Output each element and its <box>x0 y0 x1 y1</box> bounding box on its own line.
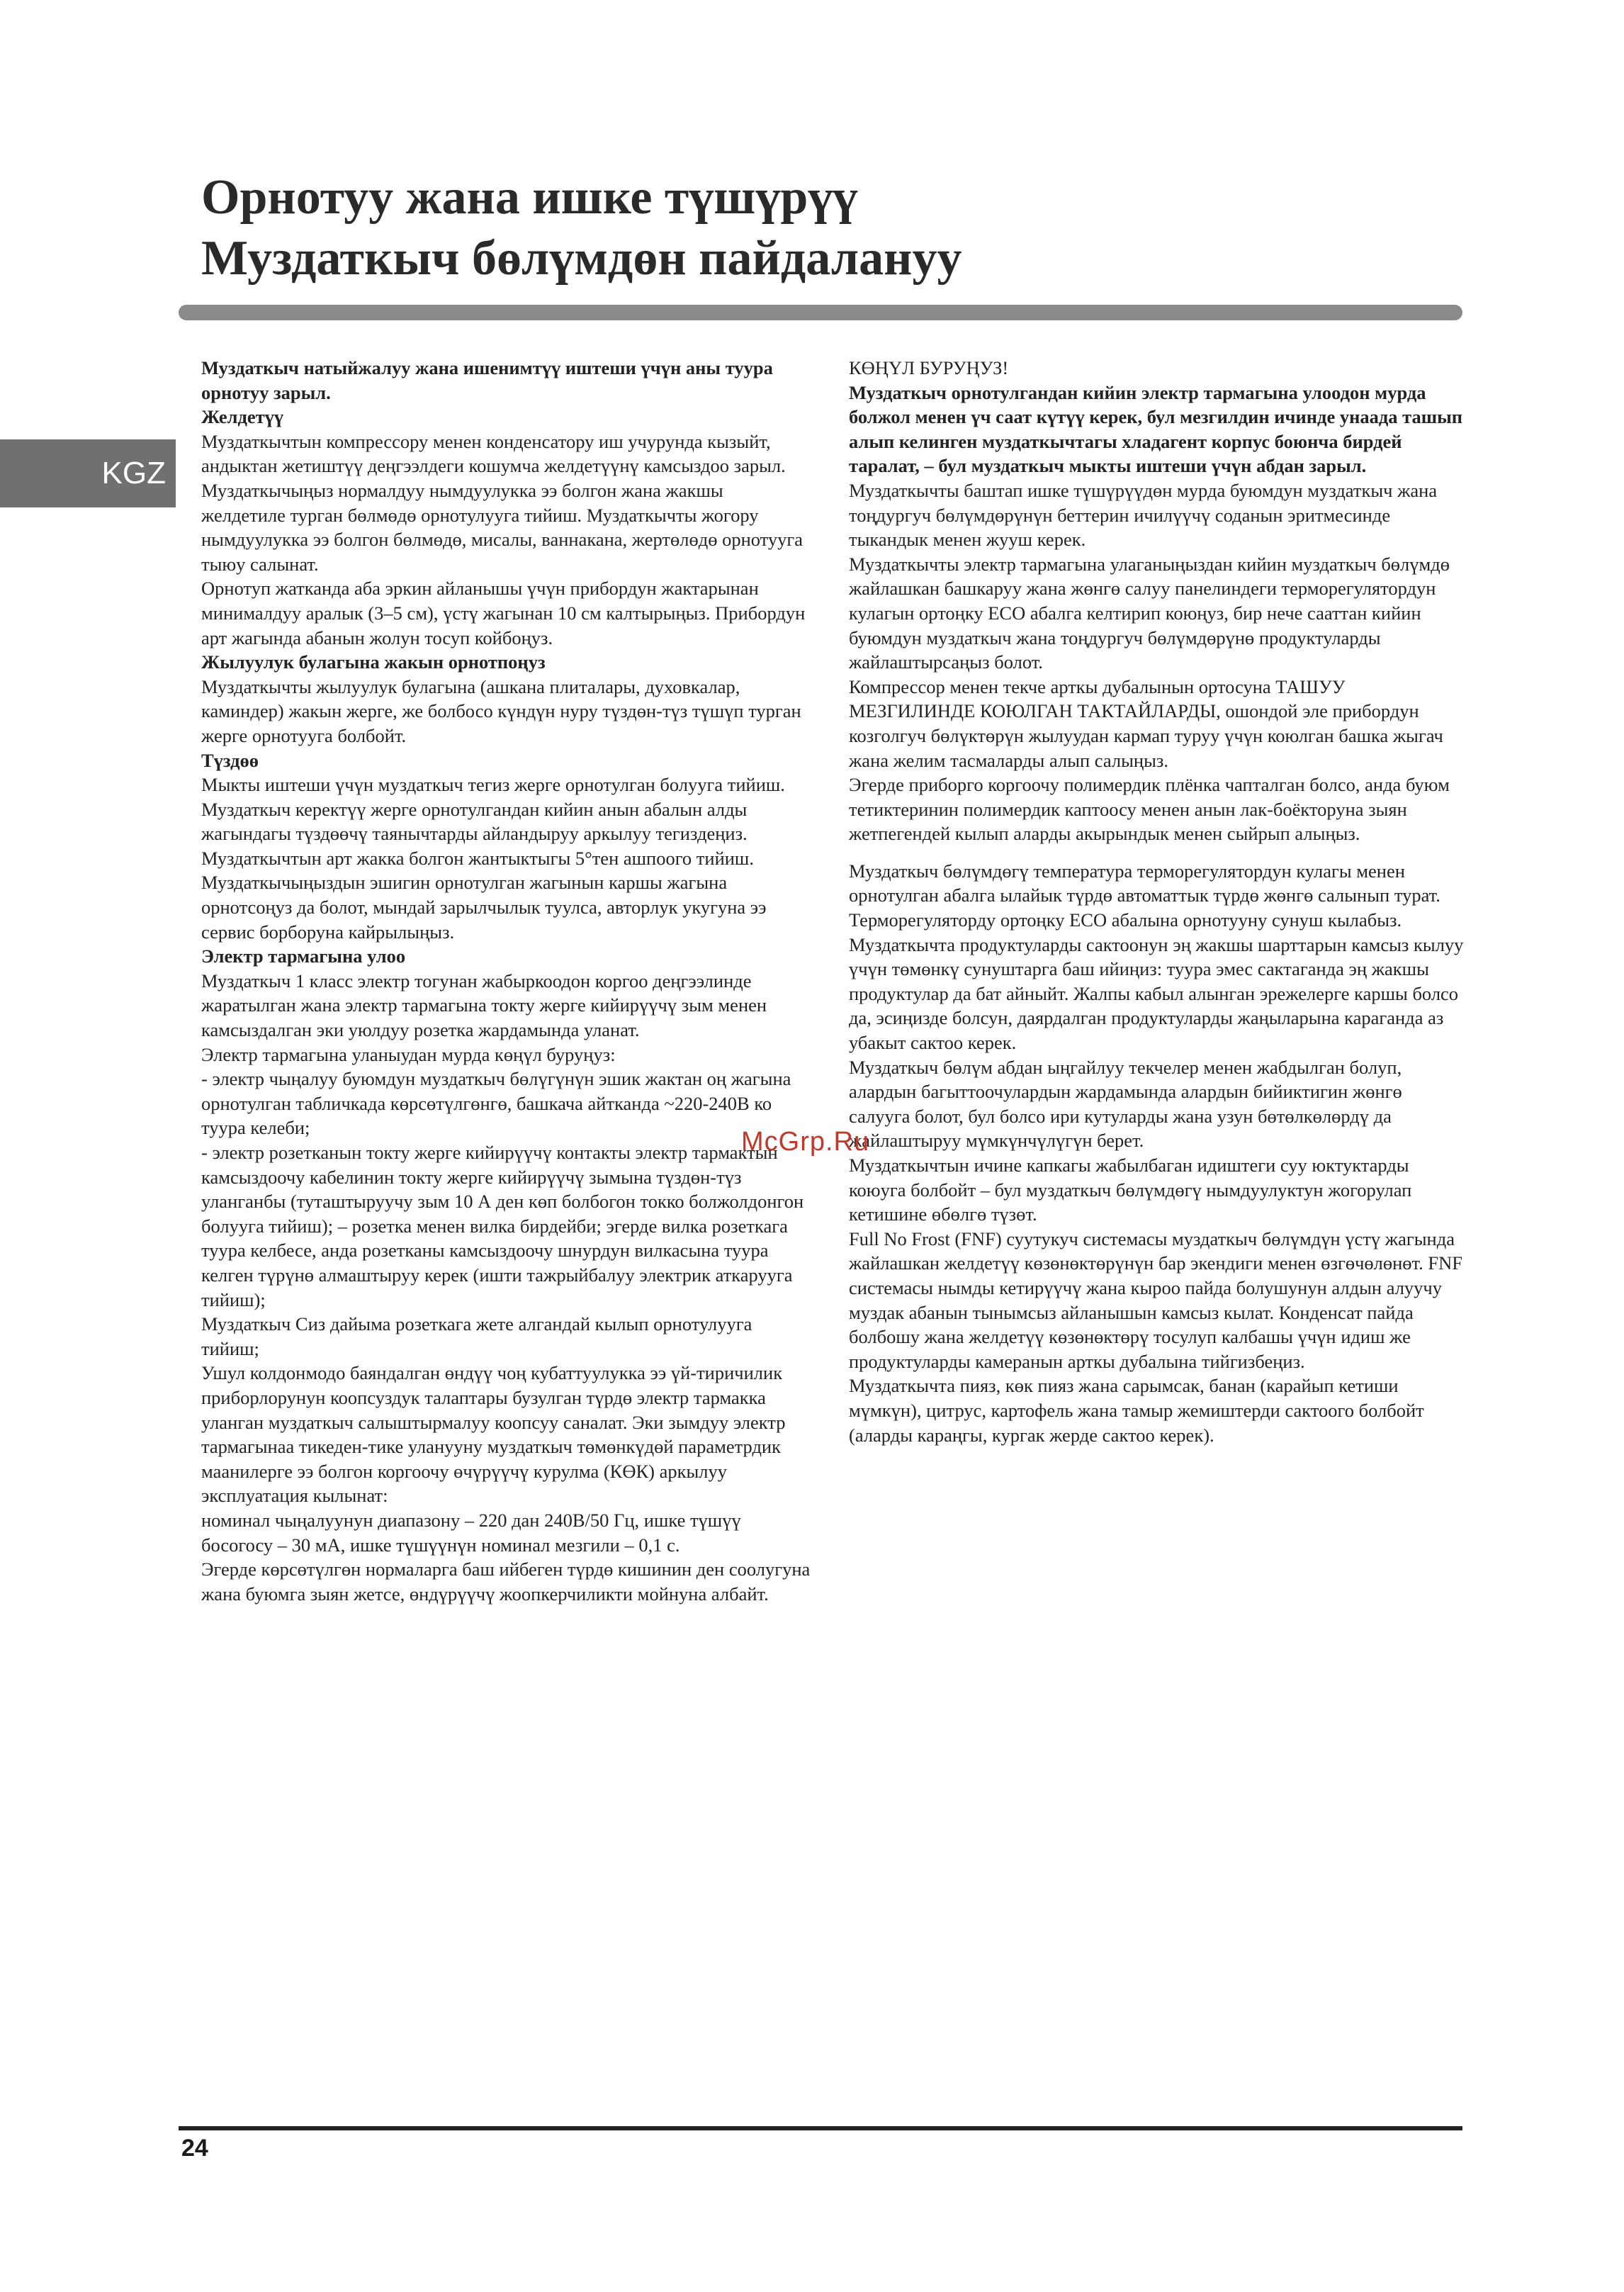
startup-paragraph: Муздаткычты баштап ишке түшүрүүдөн мурда буюмдун муздаткыч жана тоңдургуч бөлүмдөрүнүн беттерин ичилүүчү соданын эритмесинде тыкандык менен жууш керек. <box>849 479 1438 551</box>
heat-source-heading: Жылуулук булагына жакын орнотпоңуз <box>201 651 546 673</box>
fridge-paragraph: Муздаткыч бөлүмдөгү температура терморегулятордун кулагы менен орнотулган абалга ылайык түрдө автоматтык түрдө жөнгө салынып турат. <box>849 860 1440 906</box>
power-paragraph: Ушул колдонмодо баяндалган өндүү чоң кубаттуулукка ээ үй-тиричилик приборлорунун коопсуздук талаптары бузулган түрдө электр тармакка уланган муздаткыч салыштырмалуу коопсуу саналат. Эки зымдуу электр тармагынаа тикеден-тике уланууну муздаткыч төмөнкүдөй параметрдик маанилерге ээ болгон коргоочу өчүрүүчү курулма (КӨК) аркылуу эксплуатация кылынат: <box>201 1362 786 1507</box>
fridge-paragraph: Full No Frost (FNF) суутукуч системасы муздаткыч бөлүмдүн үстү жагында жайлашкан желдетүү көзөнөктөрүнүн бар экендиги менен өзгөчөлөнөт. FNF системасы нымды кетирүүчү жана кыроо пайда болушунун алдын алуучу муздак абанын тынымсыз айланышын камсыз кылат. Конденсат пайда болбошу жана желдетүү көзөнөктөрү тосулуп калбашы үчүн идиш же продуктуларды камеранын арткы дубалына тийгизбеңиз. <box>849 1228 1462 1372</box>
leveling-heading: Түздөө <box>201 749 259 771</box>
fridge-paragraph: Муздаткыч бөлүм абдан ыңгайлуу текчелер менен жабдылган болуп, алардын багыттоочулардын жардамында алардын бийиктигин жөнгө салууга болот, бул болсо ири кутуларды жана узун бөтөлкөлөрдү да жайлаштыруу мүмкүнчүлүгүн берет. <box>849 1056 1402 1152</box>
page-title <box>201 167 1477 289</box>
power-paragraph: Муздаткыч Сиз дайыма розеткага жете алгандай кылып орнотулууга тийиш; <box>201 1313 752 1359</box>
leveling-paragraph: Мыкты иштеши үчүн муздаткыч тегиз жерге орнотулган болууга тийиш. Муздаткыч керектүү жерге орнотулгандан кийин анын абалын алды жагындагы түздөөчү таянычтарды айландыруу аркылуу тегиздеңиз. Муздаткычтын арт жакка болгон жантыктыгы 5°тен ашпоого тийиш. <box>201 774 785 869</box>
footer-divider <box>179 2126 1462 2130</box>
ventilation-paragraph: Орнотуп жатканда аба эркин айланышы үчүн прибордун жактарынан минималдуу аралык (3–5 см), үстү жагынан 10 см калтырыңыз. Прибордун арт жагында абанын жолун тосуп койбоңуз. <box>201 578 806 648</box>
attention-title: КӨҢҮЛ БУРУҢУЗ! <box>849 357 1009 378</box>
page-number: 24 <box>181 2135 208 2162</box>
power-list-item: - электр чыңалуу буюмдун муздаткыч бөлүгүнүн эшик жактан оң жагына орнотулган табличкада көрсөтүлгөнгө, башкача айтканда ~220-240В ко туура келеби; <box>201 1068 791 1139</box>
page-title-line-2: Муздаткыч бөлүмдөн пайдалануу <box>201 231 962 286</box>
power-paragraph: номинал чыңалуунун диапазону – 220 дан 240В/50 Гц, ишке түшүү босогосу – 30 мА, ишке түшүүнүн номинал мезгили – 0,1 с. <box>201 1509 741 1556</box>
left-column <box>201 356 812 1606</box>
watermark-text: McGrp.Ru <box>741 1127 870 1157</box>
attention-paragraph: Муздаткыч орнотулгандан кийин электр тармагына улоодон мурда болжол менен үч саат күтүү керек, бул мезгилдин ичинде унаада ташып алып келинген муздаткычтагы хладагент корпус боюнча бирдей таралат, – бул муздаткыч мыкты иштеши үчүн абдан зарыл. <box>849 381 1463 477</box>
startup-paragraph: Муздаткычты электр тармагына улаганыңыздан кийин муздаткыч бөлүмдө жайлашкан башкаруу жана жөнгө салуу панелиндеги терморегулятордун кулагын ортоңку ECO абалга келтирип коюңуз, бир нече сааттан кийин буюмдун муздаткыч жана тоңдургуч бөлүмдөрүнө продуктуларды жайлаштырсаңыз болот. <box>849 553 1450 673</box>
fridge-paragraph: Муздаткычта продуктуларды сактоонун эң жакшы шарттарын камсыз кылуу үчүн төмөнкү сунуштарга баш ийиңиз: туура эмес сактаганда эң жакшы продуктулар да бат айныйт. Жалпы кабыл алынган эрежелерге каршы болсо да, эсиңизде болсун, даярдалган продуктуларды жаңыларына караганда аз убакыт сактоо керек. <box>849 933 1464 1054</box>
fridge-paragraph: Муздаткычта пияз, көк пияз жана сарымсак, банан (карайып кетиши мүмкүн), цитрус, картофель жана тамыр жемиштерди сактоого болбойт (аларды караңгы, кургак жерде сактоо керек). <box>849 1375 1424 1446</box>
startup-paragraph: Эгерде приборго коргоочу полимердик плёнка чапталган болсо, анда буюм тетиктеринин полимердик каптоосу менен анын лак-боёкторуна зыян жетпегендей кылып аларды акырындык менен сыйрып алыңыз. <box>849 774 1450 845</box>
language-tab: KGZ <box>0 439 176 507</box>
ventilation-heading: Желдетүү <box>201 406 284 428</box>
fridge-paragraph: Муздаткычтын ичине капкагы жабылбаган идиштеги суу юктуктарды коюуга болбойт – бул муздаткыч бөлүмдөгү нымдуулуктун жогорулап кетишине өбөлгө түзөт. <box>849 1155 1412 1225</box>
startup-paragraph: Компрессор менен текче арткы дубалынын ортосуна ТАШУУ МЕЗГИЛИНДЕ КОЮЛГАН ТАКТАЙЛАРДЫ, ошондой эле прибордун козголгуч бөлүктөрүн жылуудан кармап туруу үчүн коюлган башка жыгач жана желим тасмаларды алып салыңыз. <box>849 675 1443 771</box>
power-connection-heading: Электр тармагына улоо <box>201 945 406 967</box>
fridge-paragraph: Терморегуляторду ортоңку ECO абалына орнотууну сунуш кылабыз. <box>849 909 1402 931</box>
page-title-line-1: Орнотуу жана ишке түшүрүү <box>201 170 858 225</box>
power-paragraph: Муздаткыч 1 класс электр тогунан жабыркоодон коргоо деңгээлинде жаратылган жана электр тармагына токту жерге кийирүүчү зым менен камсыздалган эки уюлдуу розетка жардамында уланат. <box>201 970 767 1041</box>
ventilation-paragraph: Муздаткычтын компрессору менен конденсатору иш учурунда кызыйт, андыктан жетиштүү деңгээлдеги кошумча желдетүүнү камсыздоо зарыл. Муздаткычыңыз нормалдуу нымдуулукка ээ болгон жана жакшы желдетиле турган бөлмөдө орнотулууга тийиш. Муздаткычты жогору нымдуулукка ээ болгон бөлмөдө, мисалы, ваннакана, жертөлөдө орнотууга тыюу салынат. <box>201 430 803 575</box>
right-column <box>849 356 1465 1447</box>
heat-source-paragraph: Муздаткычты жылуулук булагына (ашкана плиталары, духовкалар, каминдер) жакын жерге, же болбосо күндүн нуру түздөн-түз түшүп турган жерге орнотууга болбойт. <box>201 675 801 746</box>
power-paragraph: Эгерде көрсөтүлгөн нормаларга баш ийбеген түрдө кишинин ден соолугуна жана буюмга зыян жетсе, өндүрүүчү жоопкерчиликти мойнуна албайт. <box>201 1558 811 1605</box>
power-list-item: - электр розетканын токту жерге кийирүүчү контакты электр тармактын камсыздоочу кабелинин токту жерге кийирүүчү зымына түздөн-түз уланганбы (туташтыруучу зым 10 А ден көп болбогон токко болжолдонгон болууга тийиш); – розетка менен вилка бирдейби; эгерде вилка розеткага туура келбесе, анда розетканы камсыздоочу шнурдун вилкасына туура келген түрүнө алмаштыруу керек (ишти тажрыйбалуу электрик аткарууга тийиш); <box>201 1142 804 1310</box>
title-divider <box>179 305 1462 320</box>
leveling-paragraph: Муздаткычыңыздын эшигин орнотулган жагынын каршы жагына орнотсоңуз да болот, мындай зарылчылык туулса, авторлук укугуна ээ сервис борборуна кайрылыңыз. <box>201 872 767 943</box>
intro-paragraph: Муздаткыч натыйжалуу жана ишенимтүү иштеши үчүн аны туура орнотуу зарыл. <box>201 357 773 403</box>
power-paragraph: Электр тармагына уланыудан мурда көңүл буруңуз: <box>201 1043 616 1065</box>
